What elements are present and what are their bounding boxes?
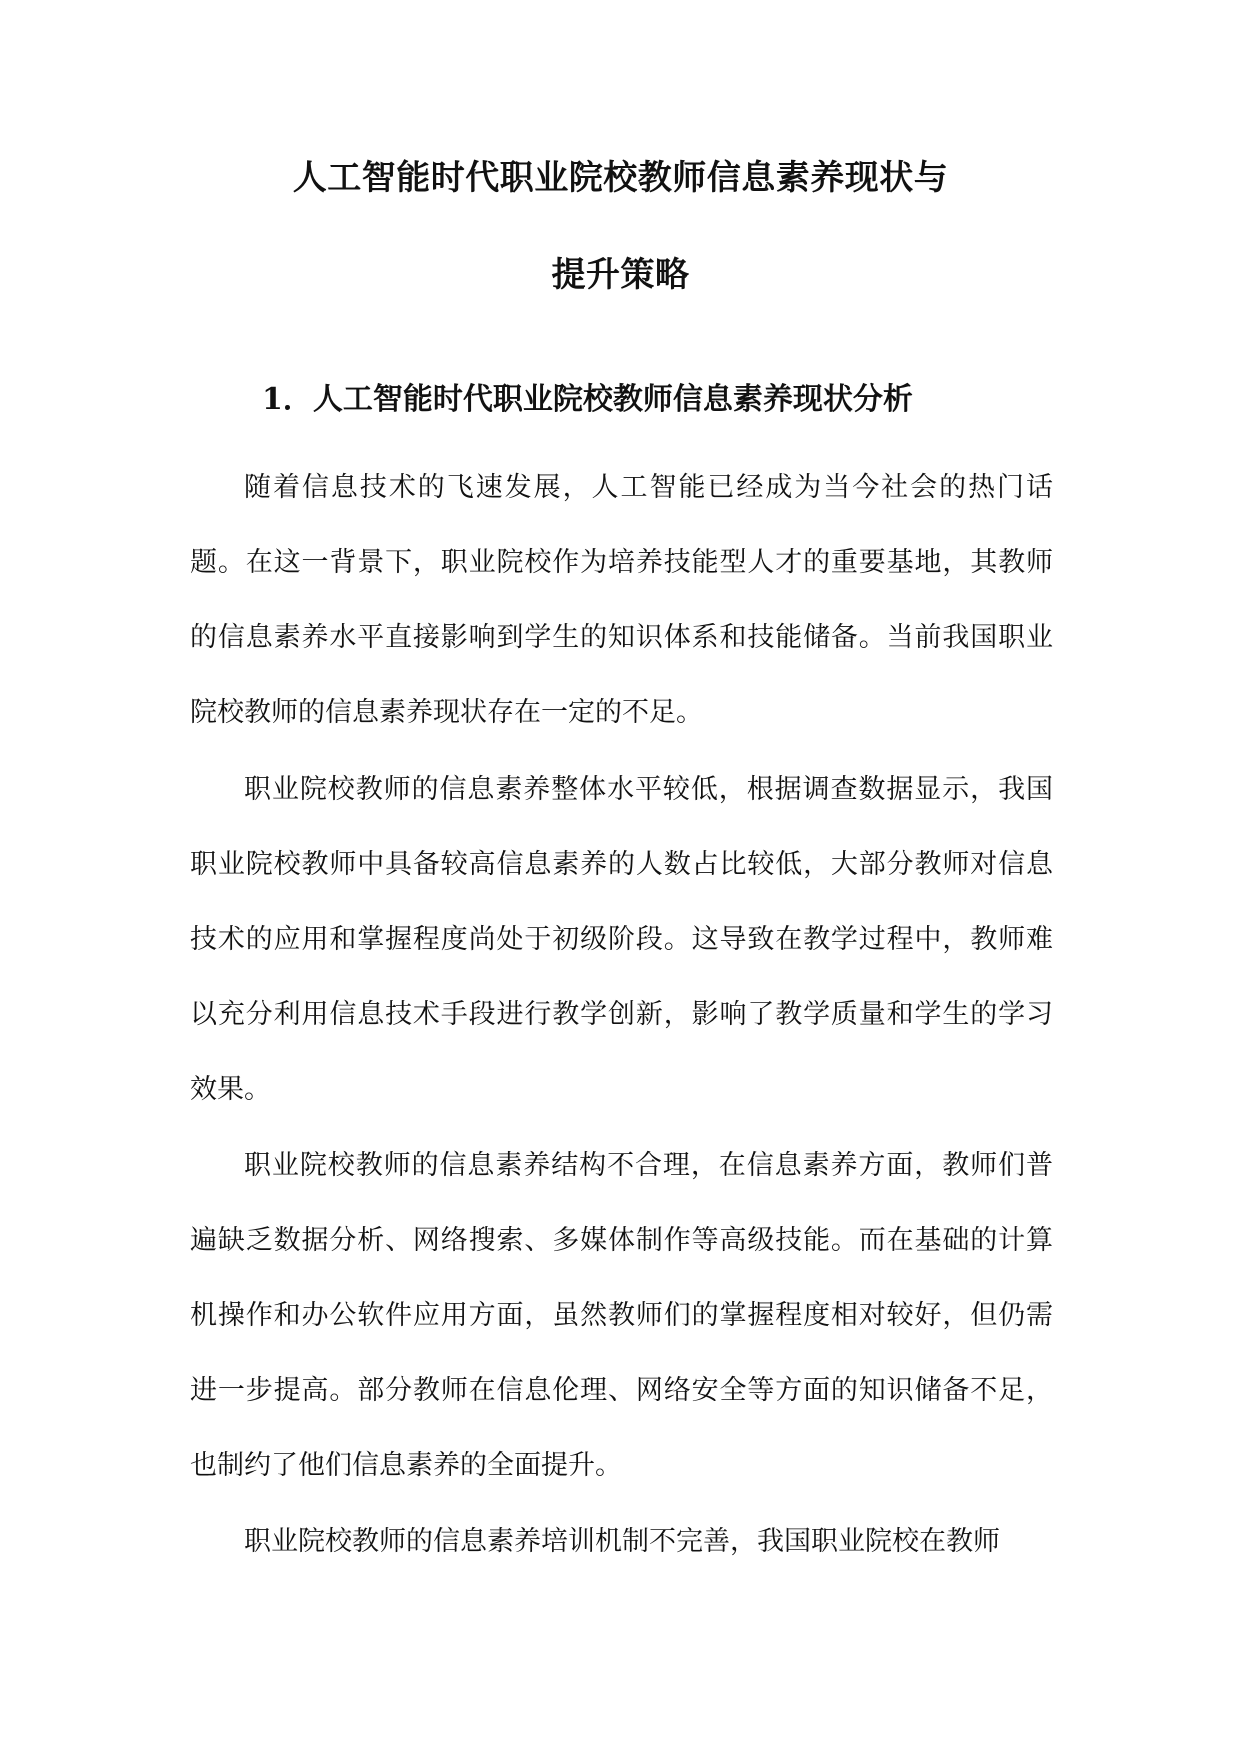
document-title-line-1: 人工智能时代职业院校教师信息素养现状与 <box>292 158 949 198</box>
paragraph-4: 职业院校教师的信息素养培训机制不完善，我国职业院校在教师 <box>244 1526 1000 1557</box>
document-title-line-2: 提升策略 <box>551 255 690 295</box>
section-heading: 1．人工智能时代职业院校教师信息素养现状分析 <box>262 382 913 417</box>
paragraph-2: 职业院校教师的信息素养整体水平较低，根据调查数据显示，我国职业院校教师中具备较高信息素养的人数占比较低，大部分教师对信息技术的应用和掌握程度尚处于初级阶段。这导致在教学过程中，教师难以充分利用信息技术手段进行教学创新，影响了教学质量和学生的学习效果。 <box>190 774 1053 1105</box>
paragraph-1: 随着信息技术的飞速发展，人工智能已经成为当今社会的热门话题。在这一背景下，职业院校作为培养技能型人才的重要基地，其教师的信息素养水平直接影响到学生的知识体系和技能储备。当前我国职业院校教师的信息素养现状存在一定的不足。 <box>190 472 1053 728</box>
paragraph-3: 职业院校教师的信息素养结构不合理，在信息素养方面，教师们普遍缺乏数据分析、网络搜索、多媒体制作等高级技能。而在基础的计算机操作和办公软件应用方面，虽然教师们的掌握程度相对较好，但仍需进一步提高。部分教师在信息伦理、网络安全等方面的知识储备不足，也制约了他们信息素养的全面提升。 <box>190 1150 1053 1481</box>
